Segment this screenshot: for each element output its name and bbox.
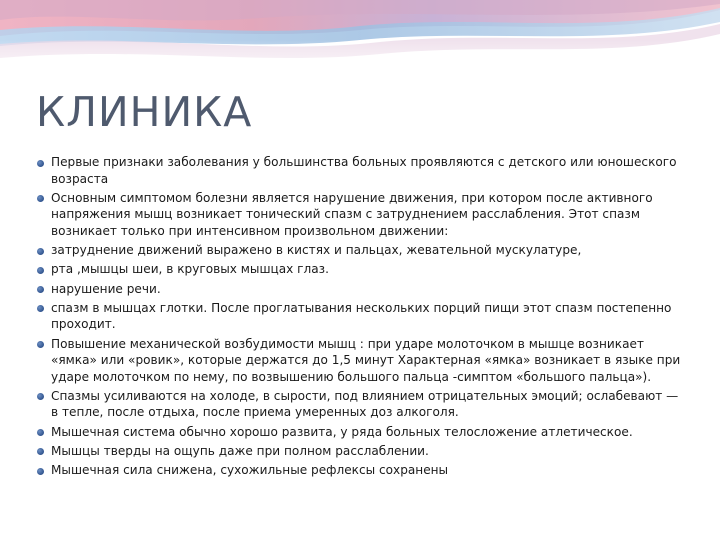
list-item-text: Мышцы тверды на ощупь даже при полном расслаблении. [51,443,429,458]
bullet-icon [37,393,44,400]
list-item [36,300,686,333]
list-item [36,336,686,386]
list-item-text: нарушение речи. [51,281,161,296]
bullet-icon [37,429,44,436]
slide-title: КЛИНИКА [36,88,253,136]
list-item-text: спазм в мышцах глотки. После проглатывания нескольких порций пищи этот спазм постепенно проходит. [51,300,672,332]
list-item-text: затруднение движений выражено в кистях и пальцах, жевательной мускулатуре, [51,243,582,258]
bullet-icon [37,160,44,167]
list-item-text: Повышение механической возбудимости мышц : при ударе молоточком в мышце возникает «ямка» или «ровик», которые держатся до 1,5 минут Характерная «ямка» возникает в языке при ударе молоточком по нему, по возвышению большого пальца -симптом «большого пальца»). [51,336,681,384]
bullet-icon [37,286,44,293]
list-item-text: Мышечная сила снижена, сухожильные рефлексы сохранены [51,463,449,478]
bullet-icon [37,341,44,348]
list-item [36,443,686,460]
list-item [36,242,686,259]
list-item [36,154,686,187]
bullet-icon [37,305,44,312]
list-item [36,190,686,240]
list-item-text: Основным симптомом болезни является нарушение движения, при котором после активного напряжения мышц возникает тонический спазм с затруднением расслабления. Этот спазм возникает только при интенсивном произвольном движении: [51,190,653,238]
list-item [36,462,686,479]
bullet-icon [37,195,44,202]
header-wave-decoration [0,0,720,80]
bullet-list [36,154,686,481]
list-item [36,261,686,278]
bullet-icon [37,468,44,475]
bullet-icon [37,248,44,255]
list-item [36,424,686,441]
bullet-icon [37,448,44,455]
list-item-text: Спазмы усиливаются на холоде, в сырости, под влиянием отрицательных эмоций; ослабевают — в тепле, после отдыха, после приема умеренных доз алкоголя. [51,388,679,420]
list-item-text: Мышечная система обычно хорошо развита, у ряда больных телосложение атлетическое. [51,424,633,439]
list-item-text: Первые признаки заболевания у большинства больных проявляются с детского или юношеского возраста [51,155,677,186]
list-item [36,281,686,298]
bullet-icon [37,267,44,274]
list-item [36,388,686,421]
list-item-text: рта ,мышцы шеи, в круговых мышцах глаз. [51,262,329,277]
